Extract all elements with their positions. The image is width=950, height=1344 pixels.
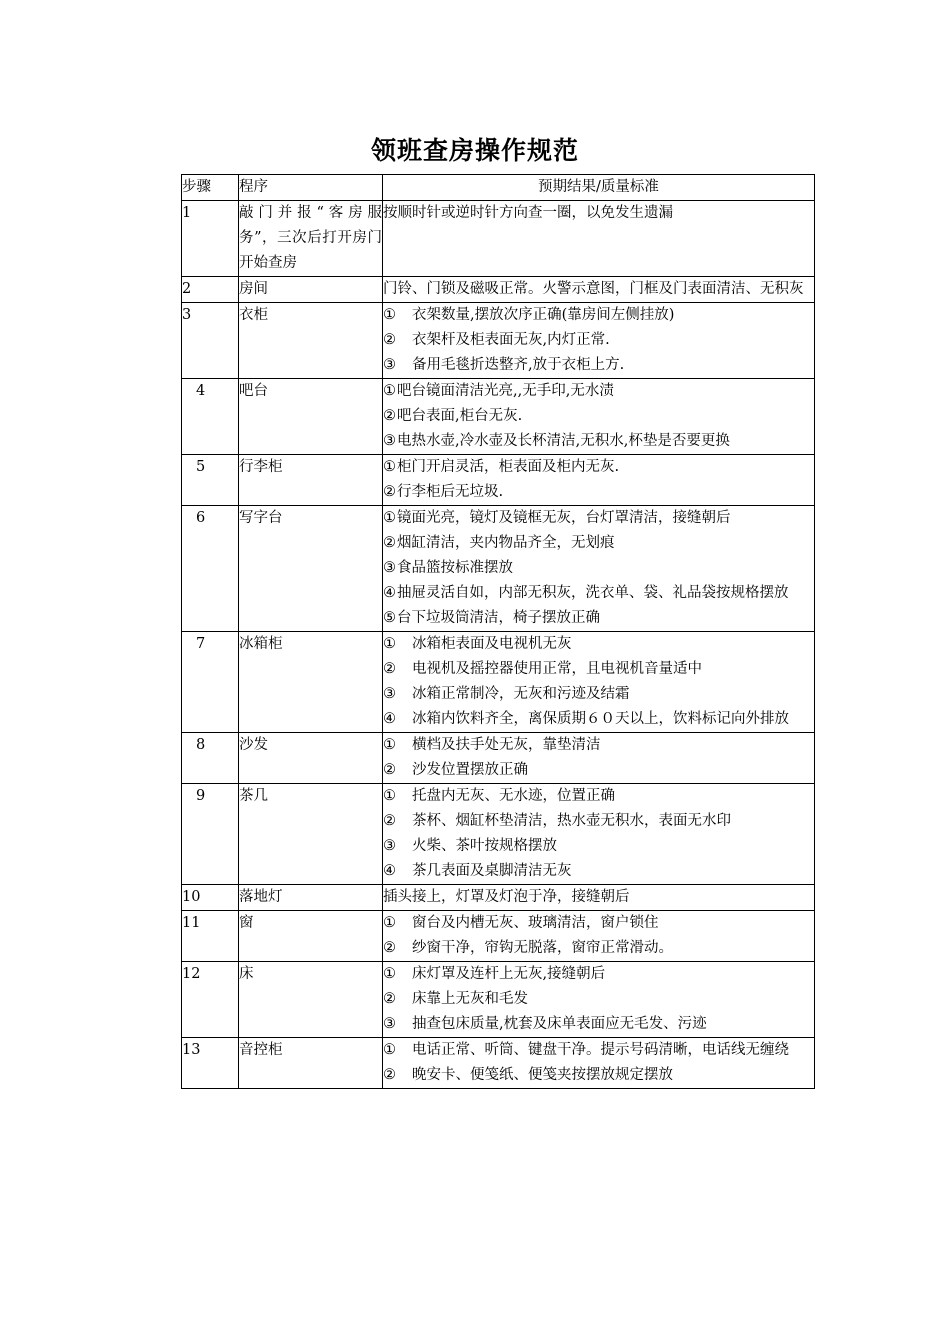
item-text: 茶几表面及桌脚清洁无灰 <box>412 863 572 879</box>
table-row <box>182 201 815 277</box>
item-number: ① <box>383 915 396 931</box>
step-number: 13 <box>182 1038 239 1089</box>
item-text: 电热水壶,冷水壶及长杯清洁,无积水,杯垫是否要更换 <box>397 433 730 449</box>
standard-item <box>383 632 814 657</box>
table-row <box>182 962 815 1038</box>
item-text: 沙发位置摆放正确 <box>412 762 528 778</box>
item-text: 托盘内无灰、无水迹，位置正确 <box>412 788 615 804</box>
standard-item <box>383 987 814 1012</box>
step-number: 2 <box>182 277 239 303</box>
item-text: 衣架杆及柜表面无灰,内灯正常. <box>412 332 610 348</box>
table-row <box>182 911 815 962</box>
procedure-cell: 音控柜 <box>239 1038 383 1089</box>
step-number: 1 <box>182 201 239 277</box>
standard-item <box>383 758 814 783</box>
item-number: ③ <box>383 357 396 373</box>
item-text: 柜门开启灵活，柜表面及柜内无灰. <box>397 459 620 475</box>
procedure-cell: 吧台 <box>239 379 383 455</box>
table-row <box>182 303 815 379</box>
procedure-cell: 床 <box>239 962 383 1038</box>
procedure-cell: 落地灯 <box>239 885 383 911</box>
standard-cell <box>383 1038 815 1089</box>
header-standard: 预期结果/质量标准 <box>383 175 815 201</box>
item-number: ② <box>383 484 396 500</box>
procedure-cell: 冰箱柜 <box>239 632 383 733</box>
item-number: ② <box>383 991 396 1007</box>
standard-item <box>383 859 814 884</box>
item-number: ② <box>383 332 396 348</box>
item-number: ① <box>383 636 396 652</box>
item-number: ② <box>383 762 396 778</box>
header-procedure: 程序 <box>239 175 383 201</box>
standard-text: 插头接上，灯罩及灯泡于净，接缝朝后 <box>383 889 630 905</box>
item-number: ① <box>383 307 396 323</box>
standard-item <box>383 606 814 631</box>
standard-item <box>383 682 814 707</box>
item-number: ① <box>383 459 396 475</box>
standard-cell <box>383 911 815 962</box>
inspection-table <box>181 174 815 1089</box>
standard-cell <box>383 277 815 303</box>
item-text: 抽屉灵活自如，内部无积灰，洗衣单、袋、礼品袋按规格摆放 <box>397 585 789 601</box>
step-number: 6 <box>182 506 239 632</box>
standard-item <box>383 657 814 682</box>
standard-item <box>383 404 814 429</box>
standard-cell <box>383 885 815 911</box>
step-number: 3 <box>182 303 239 379</box>
step-number: 10 <box>182 885 239 911</box>
step-number: 12 <box>182 962 239 1038</box>
table-row <box>182 733 815 784</box>
table-row <box>182 632 815 733</box>
procedure-cell: 写字台 <box>239 506 383 632</box>
standard-item <box>383 455 814 480</box>
table-row <box>182 379 815 455</box>
procedure-cell: 窗 <box>239 911 383 962</box>
item-number: ③ <box>383 1016 396 1032</box>
item-number: ② <box>383 1067 396 1083</box>
standard-item <box>383 379 814 404</box>
item-number: ③ <box>383 686 396 702</box>
item-text: 电视机及摇控器使用正常，且电视机音量适中 <box>412 661 702 677</box>
item-text: 冰箱正常制冷，无灰和污迹及结霜 <box>412 686 630 702</box>
table-row <box>182 784 815 885</box>
item-text: 抽查包床质量,枕套及床单表面应无毛发、污迹 <box>412 1016 707 1032</box>
standard-item <box>383 911 814 936</box>
table-header-row <box>182 175 815 201</box>
standard-item <box>383 784 814 809</box>
standard-cell <box>383 784 815 885</box>
standard-item <box>383 429 814 454</box>
item-text: 纱窗干净，帘钩无脱落，窗帘正常滑动。 <box>412 940 673 956</box>
step-number: 4 <box>182 379 239 455</box>
standard-item <box>383 353 814 378</box>
item-text: 床靠上无灰和毛发 <box>412 991 528 1007</box>
step-number: 5 <box>182 455 239 506</box>
item-number: ② <box>383 940 396 956</box>
item-text: 晚安卡、便笺纸、便笺夹按摆放规定摆放 <box>412 1067 673 1083</box>
standard-cell <box>383 733 815 784</box>
item-number: ② <box>383 535 396 551</box>
item-number: ④ <box>383 585 396 601</box>
standard-cell <box>383 201 815 277</box>
standard-item <box>383 480 814 505</box>
item-text: 衣架数量,摆放次序正确(靠房间左侧挂放) <box>412 307 675 323</box>
standard-cell <box>383 455 815 506</box>
standard-text: 按顺时针或逆时针方向查一圈，以免发生遗漏 <box>383 205 673 221</box>
item-text: 冰箱柜表面及电视机无灰 <box>412 636 572 652</box>
item-text: 烟缸清洁，夹内物品齐全，无划痕 <box>397 535 615 551</box>
standard-cell <box>383 379 815 455</box>
item-number: ① <box>383 1042 396 1058</box>
item-text: 镜面光亮，镜灯及镜框无灰，台灯罩清洁，接缝朝后 <box>397 510 731 526</box>
procedure-cell: 行李柜 <box>239 455 383 506</box>
procedure-cell: 沙发 <box>239 733 383 784</box>
standard-item <box>383 834 814 859</box>
step-number: 9 <box>182 784 239 885</box>
standard-item <box>383 733 814 758</box>
standard-cell <box>383 632 815 733</box>
standard-cell <box>383 962 815 1038</box>
standard-cell <box>383 506 815 632</box>
item-text: 电话正常、听筒、键盘干净。提示号码清晰，电话线无缠绕 <box>412 1042 789 1058</box>
procedure-cell: 衣柜 <box>239 303 383 379</box>
item-number: ③ <box>383 560 396 576</box>
standard-item <box>383 328 814 353</box>
page-title: 领班查房操作规范 <box>370 136 579 165</box>
item-number: ① <box>383 737 396 753</box>
item-number: ② <box>383 661 396 677</box>
item-number: ① <box>383 788 396 804</box>
item-number: ① <box>383 966 396 982</box>
standard-item <box>383 936 814 961</box>
item-number: ② <box>383 408 396 424</box>
standard-item <box>383 707 814 732</box>
item-text: 食品篮按标准摆放 <box>397 560 513 576</box>
standard-item <box>383 506 814 531</box>
procedure-cell: 房间 <box>239 277 383 303</box>
procedure-cell: 茶几 <box>239 784 383 885</box>
step-number: 11 <box>182 911 239 962</box>
item-text: 茶杯、烟缸杯垫清洁，热水壶无积水，表面无水印 <box>412 813 731 829</box>
standard-item <box>383 581 814 606</box>
standard-item <box>383 1038 814 1063</box>
table-row <box>182 455 815 506</box>
item-text: 吧台表面,柜台无灰. <box>397 408 523 424</box>
item-text: 窗台及内槽无灰、玻璃清洁，窗户锁住 <box>412 915 659 931</box>
item-number: ④ <box>383 711 396 727</box>
table-body <box>182 201 815 1089</box>
item-number: ④ <box>383 863 396 879</box>
standard-item <box>383 809 814 834</box>
standard-item <box>383 1012 814 1037</box>
item-number: ③ <box>383 433 396 449</box>
standard-item <box>383 1063 814 1088</box>
header-step: 步骤 <box>182 175 239 201</box>
procedure-cell: 敲门并报“客房服务”，三次后打开房门开始查房 <box>239 201 383 277</box>
item-text: 横档及扶手处无灰，靠垫清洁 <box>412 737 601 753</box>
table-row <box>182 506 815 632</box>
item-text: 备用毛毯折迭整齐,放于衣柜上方. <box>412 357 625 373</box>
item-number: ② <box>383 813 396 829</box>
item-number: ① <box>383 510 396 526</box>
item-text: 台下垃圾筒清洁，椅子摆放正确 <box>397 610 600 626</box>
standard-item <box>383 303 814 328</box>
standard-item <box>383 556 814 581</box>
standard-item <box>383 962 814 987</box>
step-number: 7 <box>182 632 239 733</box>
table-row <box>182 277 815 303</box>
item-number: ③ <box>383 838 396 854</box>
item-text: 火柴、茶叶按规格摆放 <box>412 838 557 854</box>
standard-cell <box>383 303 815 379</box>
table-row <box>182 885 815 911</box>
item-text: 吧台镜面清洁光亮,,无手印,无水渍 <box>397 383 614 399</box>
standard-item <box>383 531 814 556</box>
item-text: 床灯罩及连杆上无灰,接缝朝后 <box>412 966 606 982</box>
table-row <box>182 1038 815 1089</box>
step-number: 8 <box>182 733 239 784</box>
item-text: 冰箱内饮料齐全，离保质期６０天以上，饮料标记向外排放 <box>412 711 789 727</box>
item-number: ① <box>383 383 396 399</box>
item-text: 行李柜后无垃圾. <box>397 484 504 500</box>
standard-text: 门铃、门锁及磁吸正常。火警示意图，门框及门表面清洁、无积灰 <box>383 281 804 297</box>
item-number: ⑤ <box>383 610 396 626</box>
